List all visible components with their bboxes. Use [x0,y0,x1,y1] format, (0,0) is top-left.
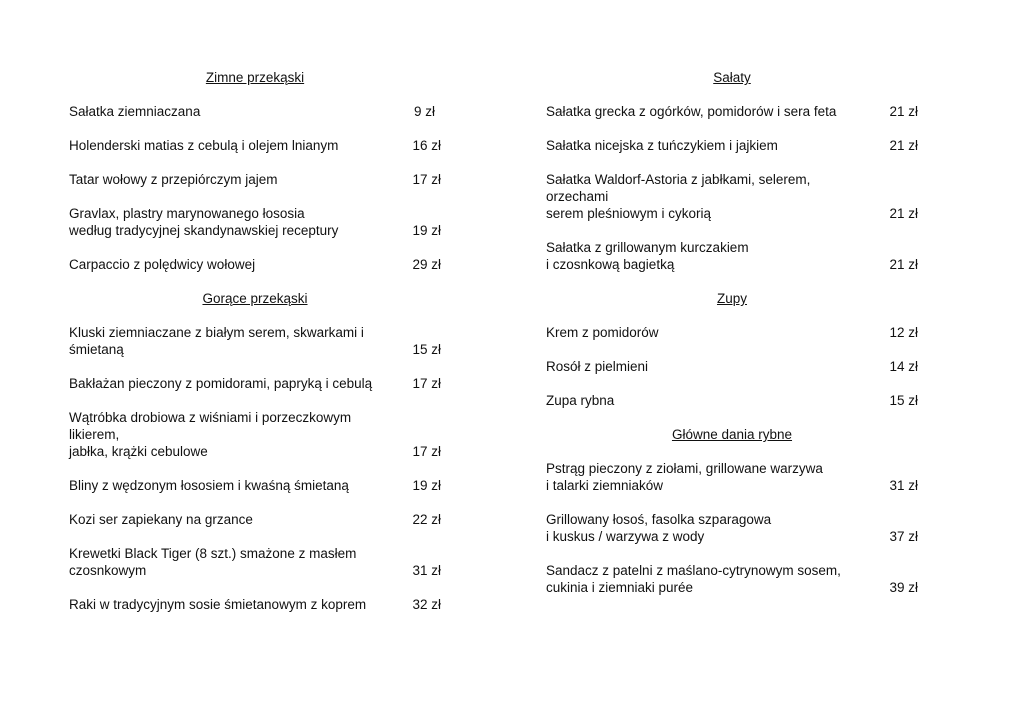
item-name: Krem z pomidorów [546,325,659,340]
item-name: Kozi ser zapiekany na grzance [69,512,253,527]
item-price: 12 zł [889,325,918,340]
item-name: Carpaccio z polędwicy wołowej [69,257,256,272]
item-price: 16 zł [412,138,441,153]
menu-item [69,511,441,528]
item-name: Raki w tradycyjnym sosie śmietanowym z koprem [69,597,367,612]
item-price: 9 zł [414,104,436,119]
section-title-cold-appetizers: Zimne przekąski [205,70,305,85]
item-name: Holenderski matias z cebulą i olejem lnianym [69,138,339,153]
menu-item [546,137,918,154]
item-name: Gravlax, plastry marynowanego łososia według tradycyjnej skandynawskiej receptury [69,206,339,238]
item-price: 31 zł [412,563,441,578]
item-price: 22 zł [412,512,441,527]
menu-item [69,409,441,460]
menu-item [546,511,918,545]
item-name: Tatar wołowy z przepiórczym jajem [69,172,278,187]
item-price: 19 zł [412,223,441,238]
item-name: Bliny z wędzonym łososiem i kwaśną śmietaną [69,478,349,493]
section-title-hot-appetizers: Gorące przekąski [202,291,308,306]
menu-item [546,358,918,375]
menu-item [69,545,441,579]
section-title-salads: Sałaty [713,70,751,85]
section-title-fish-main-courses: Główne dania rybne [671,427,793,442]
menu-item [69,171,441,188]
left-menu-column [69,69,441,613]
item-name: Kluski ziemniaczane z białym serem, skwarkami i śmietaną [69,325,364,357]
item-price: 14 zł [889,359,918,374]
menu-item [546,460,918,494]
item-price: 17 zł [412,376,441,391]
item-price: 17 zł [412,444,441,459]
item-price: 29 zł [412,257,441,272]
item-name: Krewetki Black Tiger (8 szt.) smażone z masłem czosnkowym [69,546,357,578]
menu-item [69,324,441,358]
menu-item [546,392,918,409]
menu-item [69,375,441,392]
item-name: Pstrąg pieczony z ziołami, grillowane warzywa i talarki ziemniaków [546,461,823,493]
item-name: Sandacz z patelni z maślano-cytrynowym sosem, cukinia i ziemniaki purée [546,563,841,595]
item-price: 19 zł [412,478,441,493]
menu-item [546,239,918,273]
item-price: 21 zł [889,138,918,153]
item-price: 21 zł [889,257,918,272]
item-price: 21 zł [889,104,918,119]
menu-item [546,324,918,341]
menu-item [69,103,441,120]
item-price: 37 zł [889,529,918,544]
item-name: Rosół z pielmieni [546,359,649,374]
menu-item [69,137,441,154]
item-name: Sałatka ziemniaczana [69,104,201,119]
item-price: 31 zł [889,478,918,493]
item-price: 15 zł [412,342,441,357]
item-price: 39 zł [889,580,918,595]
right-menu-column [546,69,918,596]
item-price: 17 zł [412,172,441,187]
item-name: Sałatka grecka z ogórków, pomidorów i sera feta [546,104,837,119]
item-price: 32 zł [412,597,441,612]
menu-item [546,562,918,596]
menu-item [69,477,441,494]
item-price: 15 zł [889,393,918,408]
item-price: 21 zł [889,206,918,221]
item-name: Bakłażan pieczony z pomidorami, papryką i cebulą [69,376,373,391]
menu-item [546,103,918,120]
menu-item [546,171,918,222]
menu-item [69,205,441,239]
item-name: Sałatka z grillowanym kurczakiem i czosnkową bagietką [546,240,749,272]
item-name: Zupa rybna [546,393,615,408]
section-title-soups: Zupy [716,291,747,306]
menu-item [69,596,441,613]
item-name: Sałatka nicejska z tuńczykiem i jajkiem [546,138,778,153]
item-name: Sałatka Waldorf-Astoria z jabłkami, selerem, orzechami serem pleśniowym i cykorią [546,172,811,221]
item-name: Grillowany łosoś, fasolka szparagowa i kuskus / warzywa z wody [546,512,772,544]
menu-item [69,256,441,273]
item-name: Wątróbka drobiowa z wiśniami i porzeczkowym likierem, jabłka, krążki cebulowe [69,410,352,459]
